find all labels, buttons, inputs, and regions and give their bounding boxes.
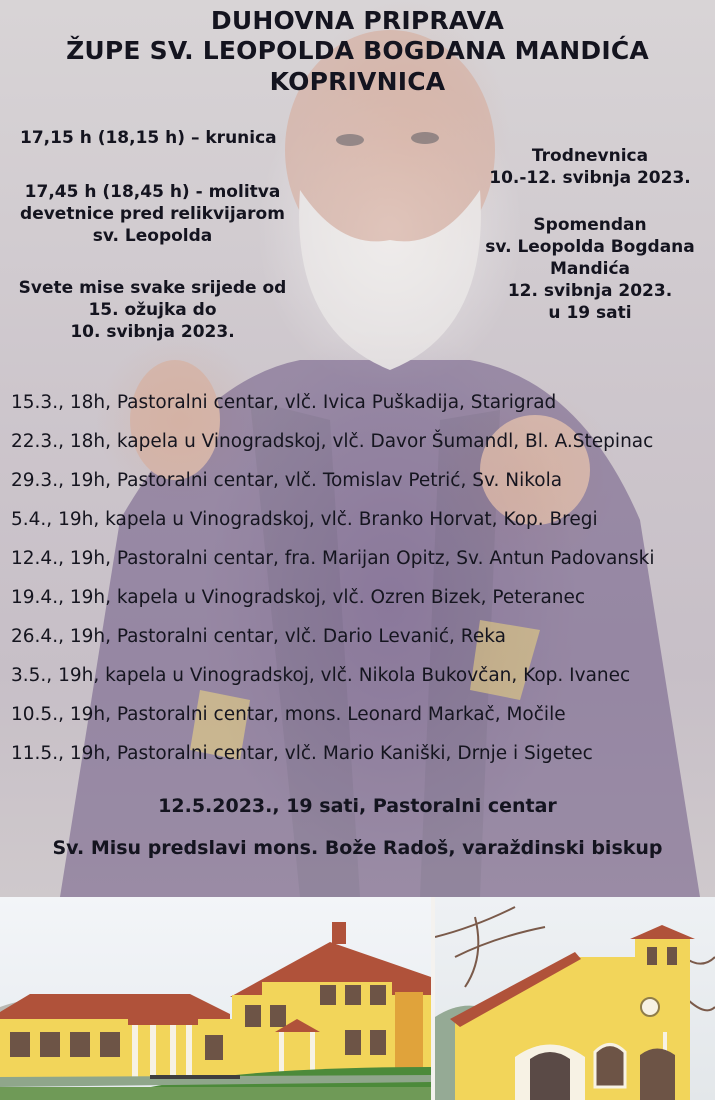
triduum-line-2: 10.-12. svibnja 2023. <box>489 168 691 188</box>
title-line-3: KOPRIVNICA <box>269 67 446 96</box>
schedule-row: 22.3., 18h, kapela u Vinogradskoj, vlč. Davor Šumandl, Bl. A.Stepinac <box>11 431 654 452</box>
triduum-info <box>465 145 715 189</box>
masses-info <box>0 277 305 343</box>
schedule-row: 15.3., 18h, Pastoralni centar, vlč. Ivica Puškadija, Starigrad <box>11 392 557 413</box>
memorial-line-5: u 19 sati <box>548 303 632 323</box>
novena-info <box>0 181 305 247</box>
masses-line-1: Svete mise svake srijede od <box>18 278 287 298</box>
masses-line-3: 10. svibnja 2023. <box>70 322 235 342</box>
memorial-line-3: Mandića <box>549 259 631 279</box>
memorial-info <box>465 214 715 324</box>
chapel-photo <box>435 897 715 1100</box>
novena-line-1: 17,45 h (18,45 h) - molitva <box>24 182 281 202</box>
novena-line-2: devetnice pred relikvijarom <box>20 204 285 224</box>
pastoral-center-photo <box>0 897 431 1100</box>
title-line-2: ŽUPE SV. LEOPOLDA BOGDANA MANDIĆA <box>66 36 649 65</box>
memorial-line-4: 12. svibnja 2023. <box>507 281 673 301</box>
memorial-line-2: sv. Leopolda Bogdana <box>485 237 695 257</box>
masses-line-2: 15. ožujka do <box>88 300 217 320</box>
rosary-time: 17,15 h (18,15 h) – krunica <box>20 128 277 148</box>
final-event-celebrant: Sv. Misu predslavi mons. Bože Radoš, varaždinski biskup <box>52 837 663 859</box>
title-line-1: DUHOVNA PRIPRAVA <box>210 6 505 35</box>
final-event-date: 12.5.2023., 19 sati, Pastoralni centar <box>158 795 557 817</box>
mass-schedule-list <box>11 388 711 778</box>
pastoral-center-building-image <box>0 897 431 1100</box>
schedule-row: 11.5., 19h, Pastoralni centar, vlč. Mario Kaniški, Drnje i Sigetec <box>11 743 593 764</box>
schedule-row: 12.4., 19h, Pastoralni centar, fra. Marijan Opitz, Sv. Antun Padovanski <box>11 548 655 569</box>
schedule-row: 5.4., 19h, kapela u Vinogradskoj, vlč. Branko Horvat, Kop. Bregi <box>11 509 598 530</box>
schedule-row: 19.4., 19h, kapela u Vinogradskoj, vlč. Ozren Bizek, Peteranec <box>11 587 586 608</box>
memorial-line-1: Spomendan <box>533 215 647 235</box>
novena-line-3: sv. Leopolda <box>92 226 213 246</box>
schedule-row: 26.4., 19h, Pastoralni centar, vlč. Dario Levanić, Reka <box>11 626 506 647</box>
schedule-row: 3.5., 19h, kapela u Vinogradskoj, vlč. Nikola Bukovčan, Kop. Ivanec <box>11 665 631 686</box>
schedule-row: 29.3., 19h, Pastoralni centar, vlč. Tomislav Petrić, Sv. Nikola <box>11 470 563 491</box>
chapel-building-image <box>435 897 715 1100</box>
triduum-line-1: Trodnevnica <box>531 146 649 166</box>
schedule-row: 10.5., 19h, Pastoralni centar, mons. Leonard Markač, Močile <box>11 704 566 725</box>
